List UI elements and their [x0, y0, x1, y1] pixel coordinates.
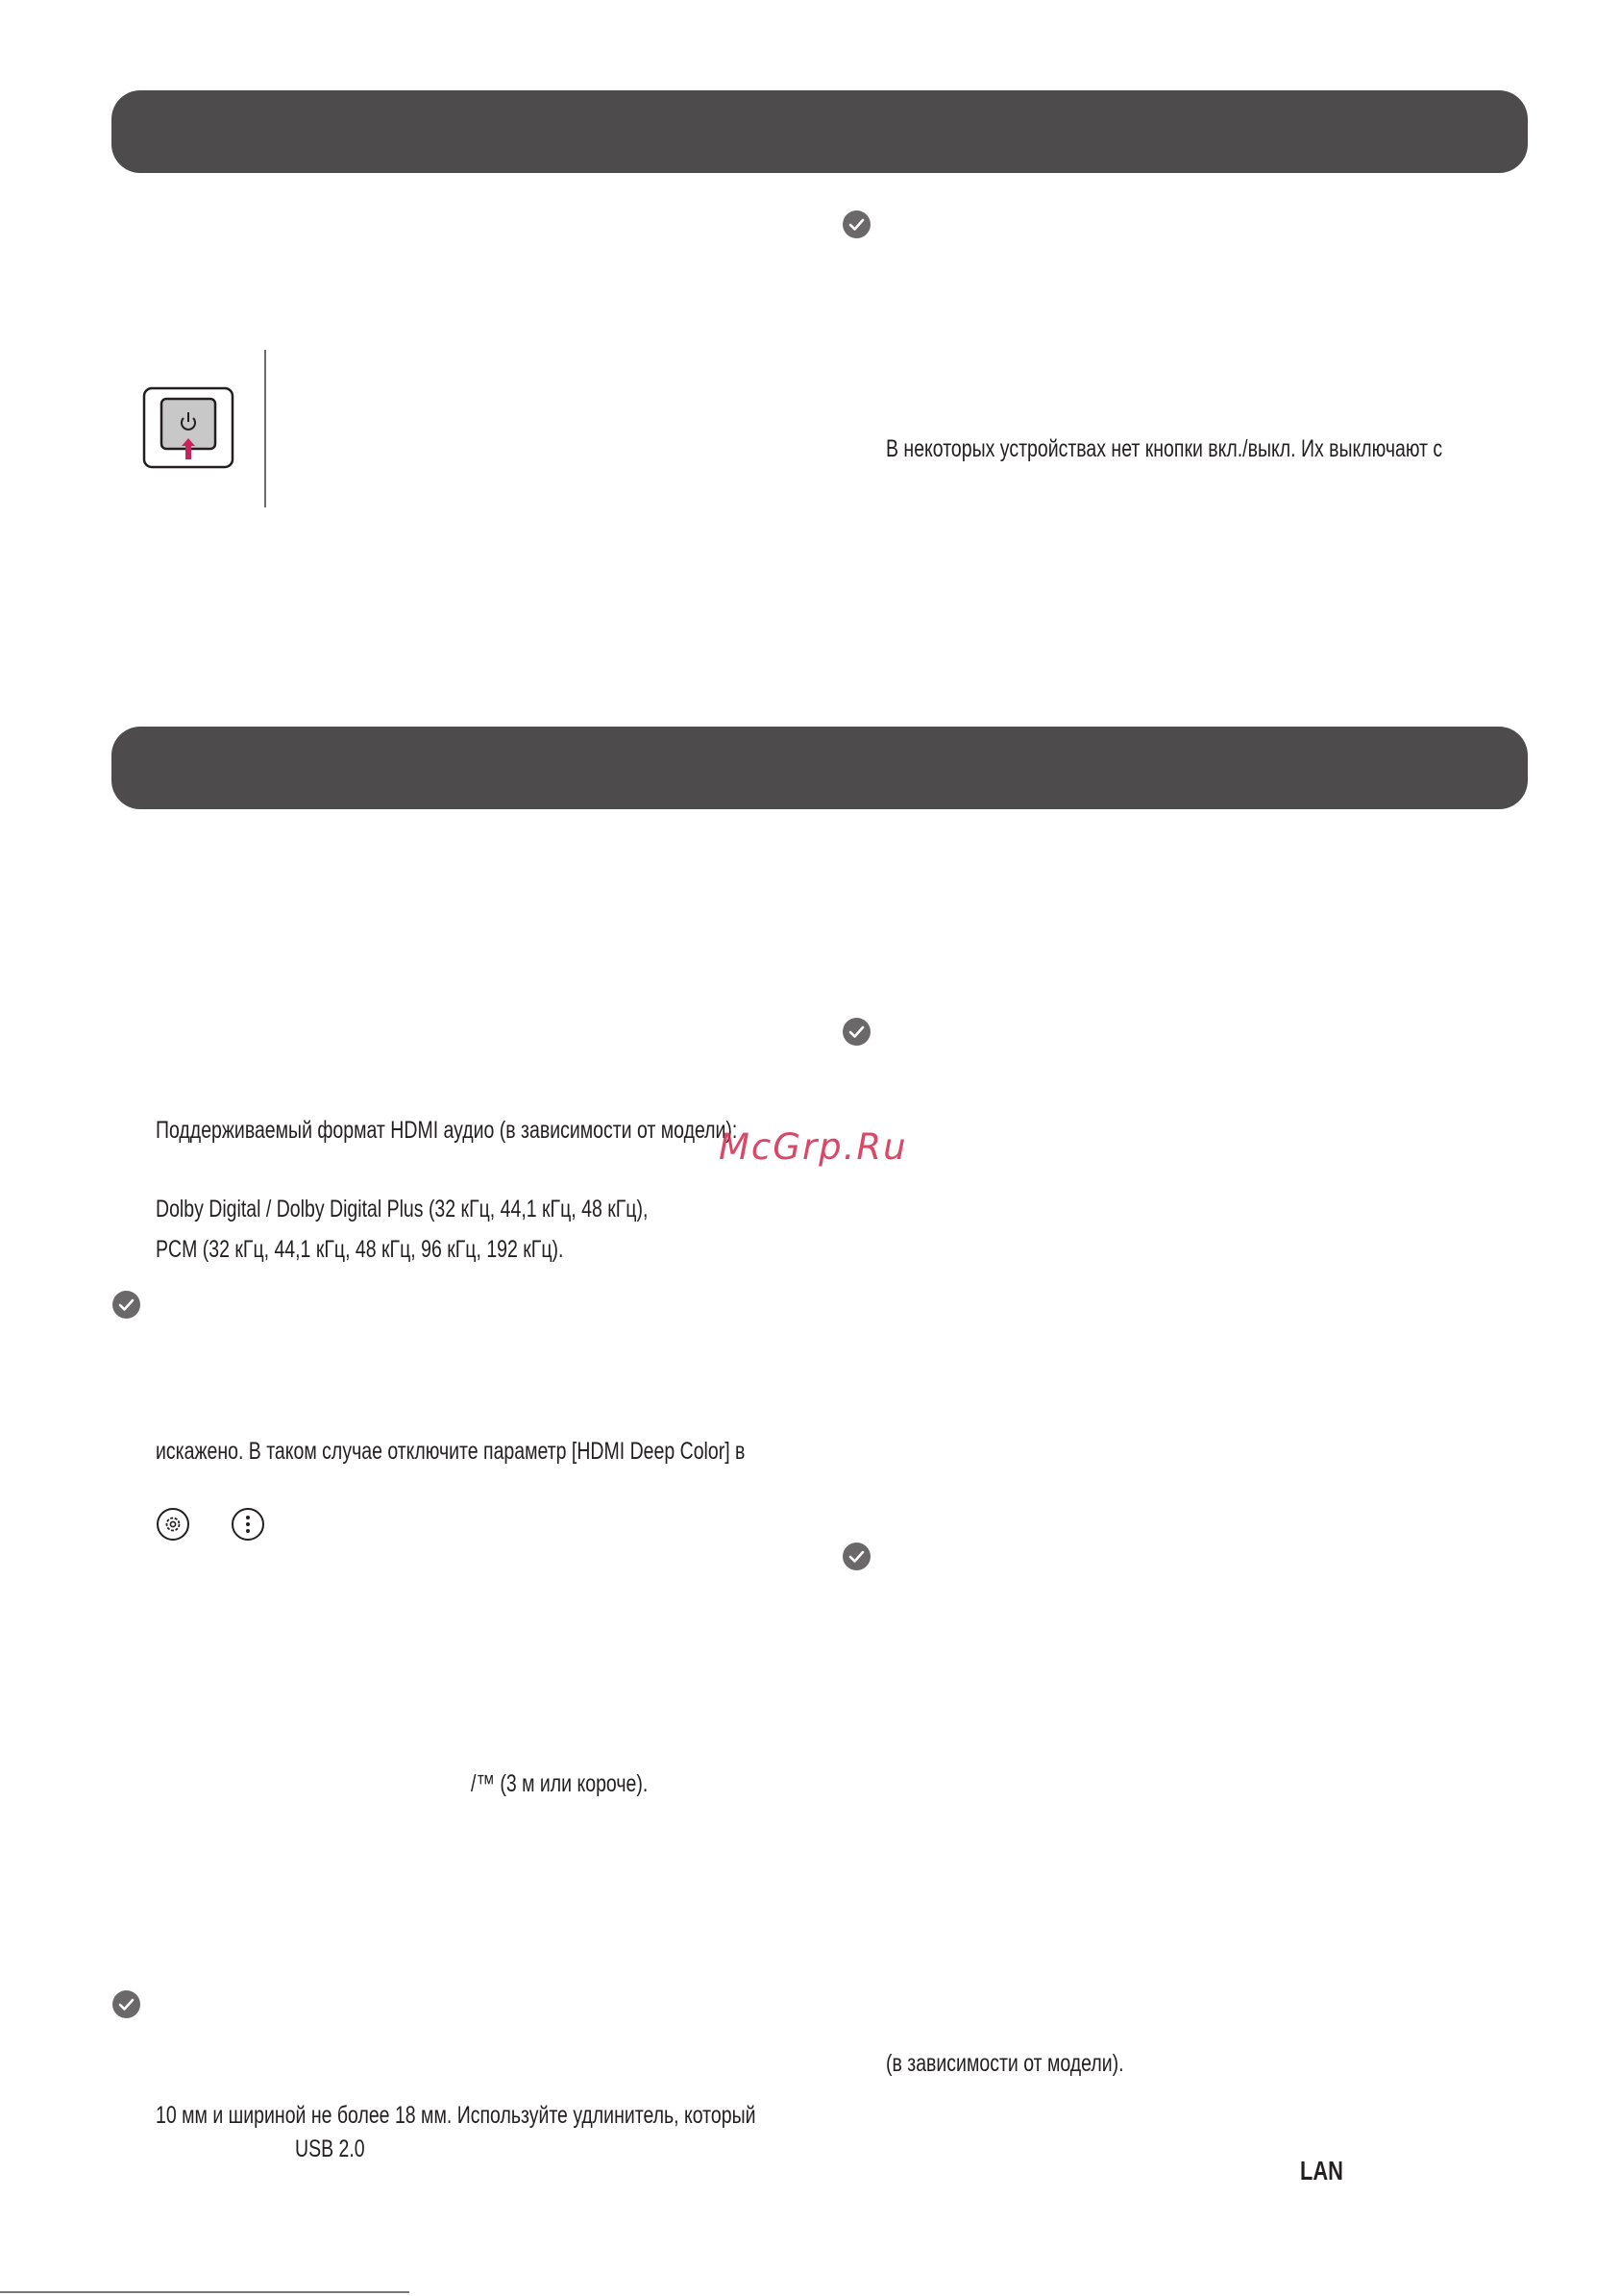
settings-icon: [157, 1508, 189, 1541]
check-icon: [112, 1291, 140, 1319]
cable-length-text: /™ (3 м или короче).: [471, 1770, 649, 1797]
check-icon: [843, 1543, 871, 1570]
pcm-format-text: PCM (32 кГц, 44,1 кГц, 48 кГц, 96 кГц, 192 кГц).: [156, 1236, 564, 1263]
deep-color-text: искажено. В таком случае отключите параметр [HDMI Deep Color] в: [156, 1438, 746, 1465]
usb-size-text: 10 мм и шириной не более 18 мм. Используйте удлинитель, который: [156, 2102, 756, 2129]
more-options-icon: [232, 1508, 264, 1541]
power-button-icon: [142, 386, 234, 469]
watermark: McGrp.Ru: [719, 1126, 908, 1168]
usb-version-text: USB 2.0: [295, 2136, 365, 2162]
check-icon: [112, 1990, 140, 2018]
check-icon: [843, 1018, 871, 1046]
hdmi-audio-title: Поддерживаемый формат HDMI аудио (в зависимости от модели):: [156, 1117, 738, 1144]
depends-on-model-text: (в зависимости от модели).: [886, 2050, 1124, 2077]
dolby-format-text: Dolby Digital / Dolby Digital Plus (32 кГц, 44,1 кГц, 48 кГц),: [156, 1196, 649, 1222]
section-header-bar: [111, 727, 1528, 809]
footer-line: [0, 2291, 409, 2293]
power-note-text: В некоторых устройствах нет кнопки вкл./выкл. Их выключают с: [886, 435, 1443, 462]
lan-label: LAN: [1300, 2156, 1343, 2185]
section-header-bar: [111, 90, 1528, 173]
check-icon: [843, 210, 871, 238]
divider-line: [264, 350, 266, 507]
